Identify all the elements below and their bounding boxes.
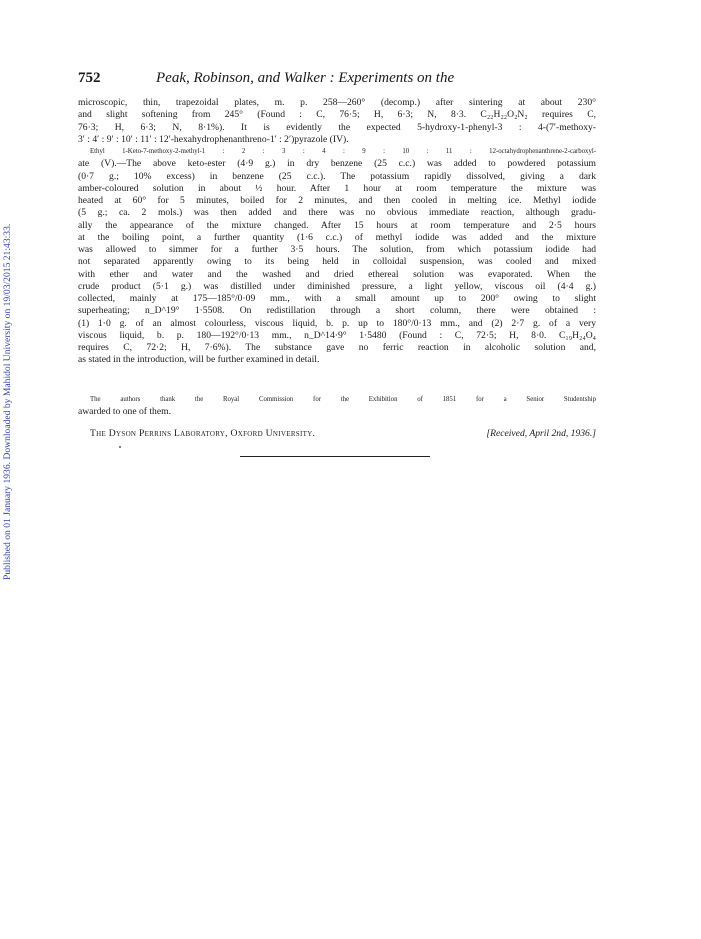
text-line: (0·7 g.; 10% excess) in benzene (25 c.c.). The potassium rapidly dissolved, giving a dark [78, 170, 596, 182]
laboratory-name: The Dyson Perrins Laboratory, Oxford University. [90, 428, 316, 439]
ack-line: awarded to one of them. [78, 406, 171, 418]
text-line: not separated apparently owing to its being held in colloidal suspension, was cooled and mixed [78, 256, 596, 268]
text-line: 3′ : 4′ : 9′ : 10′ : 11′ : 12′-hexahydrophenanthreno-1′ : 2′)pyrazole (IV). [78, 133, 349, 145]
section-heading-line: Ethyl 1-Keto-7-methoxy-2-methyl-1 : 2 : 3 : 4 : 9 : 10 : 11 : 12-octahydrophenanthrene-2-carboxyl- [90, 148, 596, 155]
text-line: was allowed to simmer for a further 3·5 hours. The solution, from which potassium iodide had [78, 244, 596, 255]
text-line: superheating; n_D^19° 1·5508. On redistillation through a short column, there were obtained : [78, 305, 596, 317]
text-line: collected, mainly at 175—185°/0·09 mm., with a small amount up to 200° owing to slight [78, 293, 596, 304]
text-line: requires C, 72·2; H, 7·6%). The substance gave no ferric reaction in alcoholic solution and, [78, 342, 596, 353]
page-header [78, 70, 598, 88]
acknowledgement [78, 394, 596, 419]
download-stamp: Published on 01 January 1936. Downloaded by Mahidol University on 19/03/2015 21:43:33. [2, 223, 13, 580]
text-line: ally the appearance of the mixture changed. After 15 hours at room temperature and 2·5 hours [78, 219, 596, 231]
text-line: at the boiling point, a further quantity (1·6 c.c.) of methyl iodide was added and the mixture [78, 231, 596, 243]
text-line: as stated in the introduction, will be further examined in detail. [78, 354, 320, 366]
text-line: (1) 1·0 g. of an almost colourless, viscous liquid, b. p. up to 180°/0·13 mm., and (2) 2·7 g. of a very [78, 317, 596, 329]
text-line: ate (V).—The above keto-ester (4·9 g.) in dry benzene (25 c.c.) was added to powdered potassium [78, 158, 596, 170]
text-line: crude product (5·1 g.) was distilled under diminished pressure, a light yellow, viscous oil (4·4 g.) [78, 280, 596, 292]
text-line: and slight softening from 245° (Found : C, 76·5; H, 6·3; N, 8·3. C₂₂H₂₂O₂N₂ requires C, [78, 109, 596, 121]
text-line: with ether and water and the washed and dried ethereal solution was evaporated. When the [78, 268, 596, 280]
text-line: amber-coloured solution in about ½ hour. After 1 hour at room temperature the mixture was [78, 182, 596, 194]
text-line: heated at 60° for 5 minutes, boiled for 2 minutes, and then cooled in melting ice. Methyl iodide [78, 195, 596, 206]
text-line: 76·3; H, 6·3; N, 8·1%). It is evidently the expected 5-hydroxy-1-phenyl-3 : 4-(7′-methoxy- [78, 121, 596, 133]
running-title: Peak, Robinson, and Walker : Experiments on the [156, 70, 455, 86]
page-number: 752 [78, 70, 101, 86]
body-text [78, 97, 596, 367]
end-rule [240, 456, 430, 457]
text-line: microscopic, thin, trapezoidal plates, m. p. 258—260° (decomp.) after sintering at about 230° [78, 97, 596, 108]
ack-line: The authors thank the Royal Commission for the Exhibition of 1851 for a Senior Studentship [90, 396, 596, 403]
text-line: (5 g.; ca. 2 mols.) was then added and there was no obvious immediate reaction, although gradu- [78, 207, 596, 219]
text-line: viscous liquid, b. p. 180—192°/0·13 mm., n_D^14·9° 1·5480 (Found : C, 72·5; H, 8·0. C₁₉H₂₄O₄ [78, 329, 596, 341]
affiliation-footer [90, 428, 596, 440]
stray-mark [119, 446, 121, 448]
received-date: [Received, April 2nd, 1936.] [486, 428, 596, 439]
